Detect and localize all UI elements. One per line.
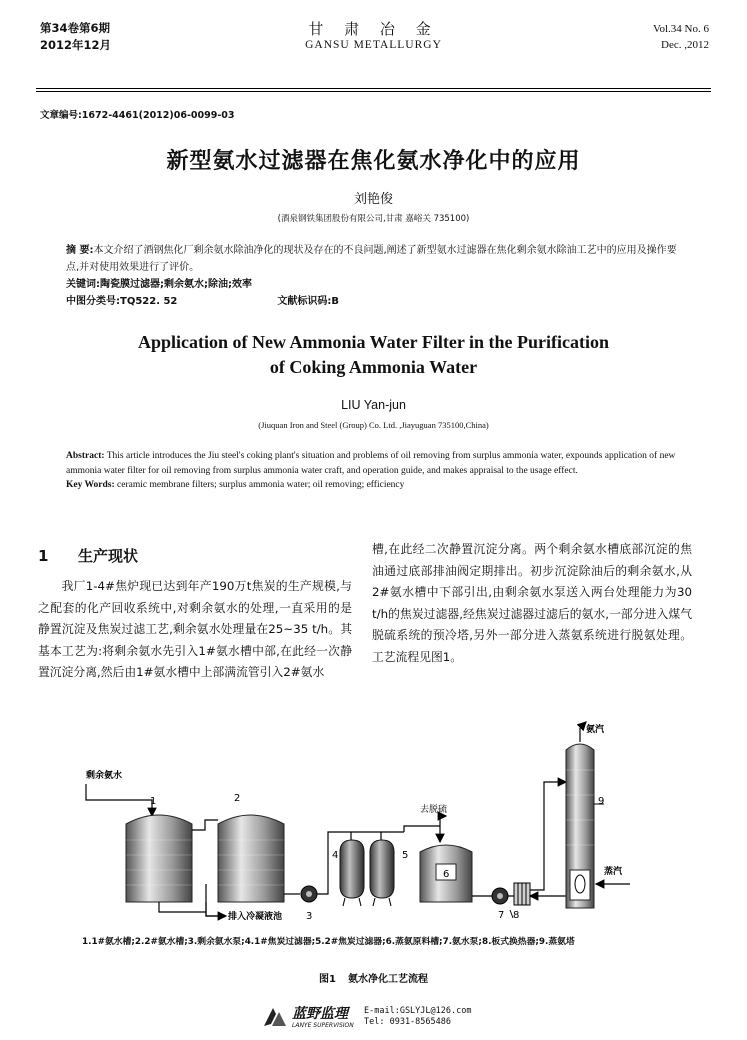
header-rule-thin	[36, 91, 711, 92]
abstract-cn	[66, 242, 686, 310]
label-exchanger-number: 8	[513, 910, 520, 921]
abstract-cn-text: 本文介绍了酒钢焦化厂剩余氨水除油净化的现状及存在的不良问题,阐述了新型氨水过滤器在焦化剩余氨水除油工艺中的应用及操作要点,并对使用效果进行了评价。	[66, 245, 677, 273]
figure-caption: 1.1#氨水槽;2.2#氨水槽;3.剩余氨水泵;4.1#焦炭过滤器;5.2#焦炭过滤器;6.蒸氨原料槽;7.氨水泵;8.板式换热器;9.蒸氨塔	[82, 937, 575, 947]
label-tank2-number: 2	[234, 793, 241, 804]
coke-filter-1	[340, 840, 364, 906]
body-right-column: 槽,在此经二次静置沉淀分离。两个剩余氨水槽底部沉淀的焦油通过底部排油阀定期排出。初步沉淀除油后的剩余氨水,从2#氨水槽中下部引出,由剩余氨水泵送入两台处理能力为30 t/h的焦炭过滤器,经焦炭过滤器过滤后的氨水,一部分进入煤气脱硫系统的预冷塔,另外一部分进入蒸氨系统进行脱氨处理。工艺流程见图1。	[372, 542, 692, 664]
ammonia-tank-2	[218, 815, 284, 902]
affiliation-en: (Jiuquan Iron and Steel (Group) Co. Ltd. ,Jiayuguan 735100,China)	[258, 420, 489, 430]
process-flow-diagram	[0, 720, 747, 930]
article-number: 文章编号:1672-4461(2012)06-0099-03	[40, 110, 235, 121]
affiliation-cn: (酒泉钢铁集团股份有限公司,甘肃 嘉峪关 735100)	[277, 214, 470, 224]
body-left-column: 我厂1-4#焦炉现已达到年产190万t焦炭的生产规模,与之配套的化产回收系统中,对剩余氨水的处理,一直采用的是静置沉淀及焦炭过滤工艺,剩余氨水处理量在25~35 t/h。其基本工艺为:将剩余氨水先引入1#氨水槽中部,在此经一次静置沉淀分离,然后由1#氨水槽中上部满流管引入2#氨水	[38, 579, 352, 679]
plate-heat-exchanger	[514, 883, 530, 905]
footer-advert	[262, 1002, 522, 1034]
to-desulfurization-label: 去脱硫	[420, 805, 448, 815]
abstract-en-text: This article introduces the Jiu steel's coking plant's situation and problems of oil removing from surplus ammonia water, expounds application of new ammonia water filter for oil removing from surplus ammonia water craft, and operation guide, and makes appraisal to the usage effect.	[66, 451, 676, 476]
label-filter2-number: 5	[402, 850, 409, 861]
classification-line	[66, 293, 686, 310]
brand-logo-icon	[262, 1004, 288, 1030]
keywords-cn	[66, 276, 686, 293]
clc-label: 中图分类号:	[66, 296, 120, 307]
figure-number: 图1	[319, 974, 336, 985]
input-label: 剩余氨水	[86, 771, 123, 781]
brand-email: E-mail:GSLYJL@126.com	[364, 1006, 472, 1016]
to-desulfurization-line	[440, 816, 446, 826]
ammonia-pump	[492, 888, 508, 904]
journal-name-cn: 甘 肃 冶 金	[308, 20, 439, 38]
drain-arrow	[206, 902, 226, 916]
journal-name	[0, 18, 747, 51]
brand-name-en: LANYE SUPERVISION	[292, 1022, 354, 1029]
volume-label: Vol.34 No. 6	[652, 23, 709, 35]
input-line	[86, 784, 152, 816]
drain-label: 排入冷凝液池	[228, 912, 283, 922]
abstract-cn-body	[66, 242, 686, 276]
abstract-en-body	[66, 449, 686, 478]
header-rule	[36, 88, 711, 89]
title-en-line1: Application of New Ammonia Water Filter in the Purification	[138, 332, 609, 352]
label-filter1-number: 4	[332, 850, 339, 861]
filter-outlet	[404, 826, 440, 832]
clc-value: TQ522. 52	[120, 296, 178, 307]
brand-contact	[364, 1006, 471, 1028]
figure-title-text: 氨水净化工艺流程	[347, 974, 428, 985]
steam-label: 蒸汽	[604, 867, 623, 877]
keywords-en-text: ceramic membrane filters; surplus ammonia water; oil removing; efficiency	[114, 480, 405, 490]
doc-code-value: B	[331, 296, 340, 307]
doc-code-label: 文献标识码:	[277, 296, 332, 307]
ammonia-tank-1	[126, 815, 192, 902]
title-en	[0, 330, 747, 380]
author-en: LIU Yan-jun	[341, 398, 406, 412]
abstract-en-label: Abstract:	[66, 451, 105, 461]
section-title: 生产现状	[78, 547, 139, 565]
coke-filter-2	[370, 840, 394, 906]
abstract-en	[66, 449, 686, 493]
abstract-cn-label: 摘 要:	[66, 245, 94, 256]
brand-phone: Tel: 0931-8565486	[364, 1017, 451, 1027]
label-tower-number: 9	[598, 796, 605, 807]
title-en-line2: of Coking Ammonia Water	[269, 357, 478, 377]
journal-name-en: GANSU METALLURGY	[305, 39, 442, 51]
label-pump7-number: 7	[498, 910, 505, 921]
issue-label: 第34卷第6期	[40, 21, 111, 35]
residual-ammonia-pump	[301, 886, 317, 902]
overflow-pipe	[192, 820, 218, 830]
figure-title	[0, 970, 747, 985]
date-label-en: Dec. ,2012	[661, 39, 709, 51]
keywords-cn-text: 陶瓷膜过滤器;剩余氨水;除油;效率	[100, 279, 252, 290]
tower-feed-line	[530, 782, 566, 890]
brand-name: 蓝野监理	[292, 1006, 348, 1022]
keywords-en	[66, 478, 686, 493]
title-cn: 新型氨水过滤器在焦化氨水净化中的应用	[166, 149, 581, 174]
label-pump-number: 3	[306, 911, 313, 922]
section-number: 1	[38, 547, 49, 565]
label-tank1-number: 1	[150, 796, 157, 807]
date-label: 2012年12月	[40, 38, 112, 52]
section-heading	[38, 545, 138, 566]
author-cn: 刘艳俊	[353, 192, 393, 207]
keywords-cn-label: 关键词:	[66, 279, 100, 290]
journal-issue-en	[653, 21, 709, 53]
label-feed-tank-number: 6	[443, 869, 450, 880]
keywords-en-label: Key Words:	[66, 480, 115, 490]
ammonia-stripping-tower	[566, 744, 594, 908]
ammonia-vapor-label: 氨汽	[586, 725, 605, 735]
